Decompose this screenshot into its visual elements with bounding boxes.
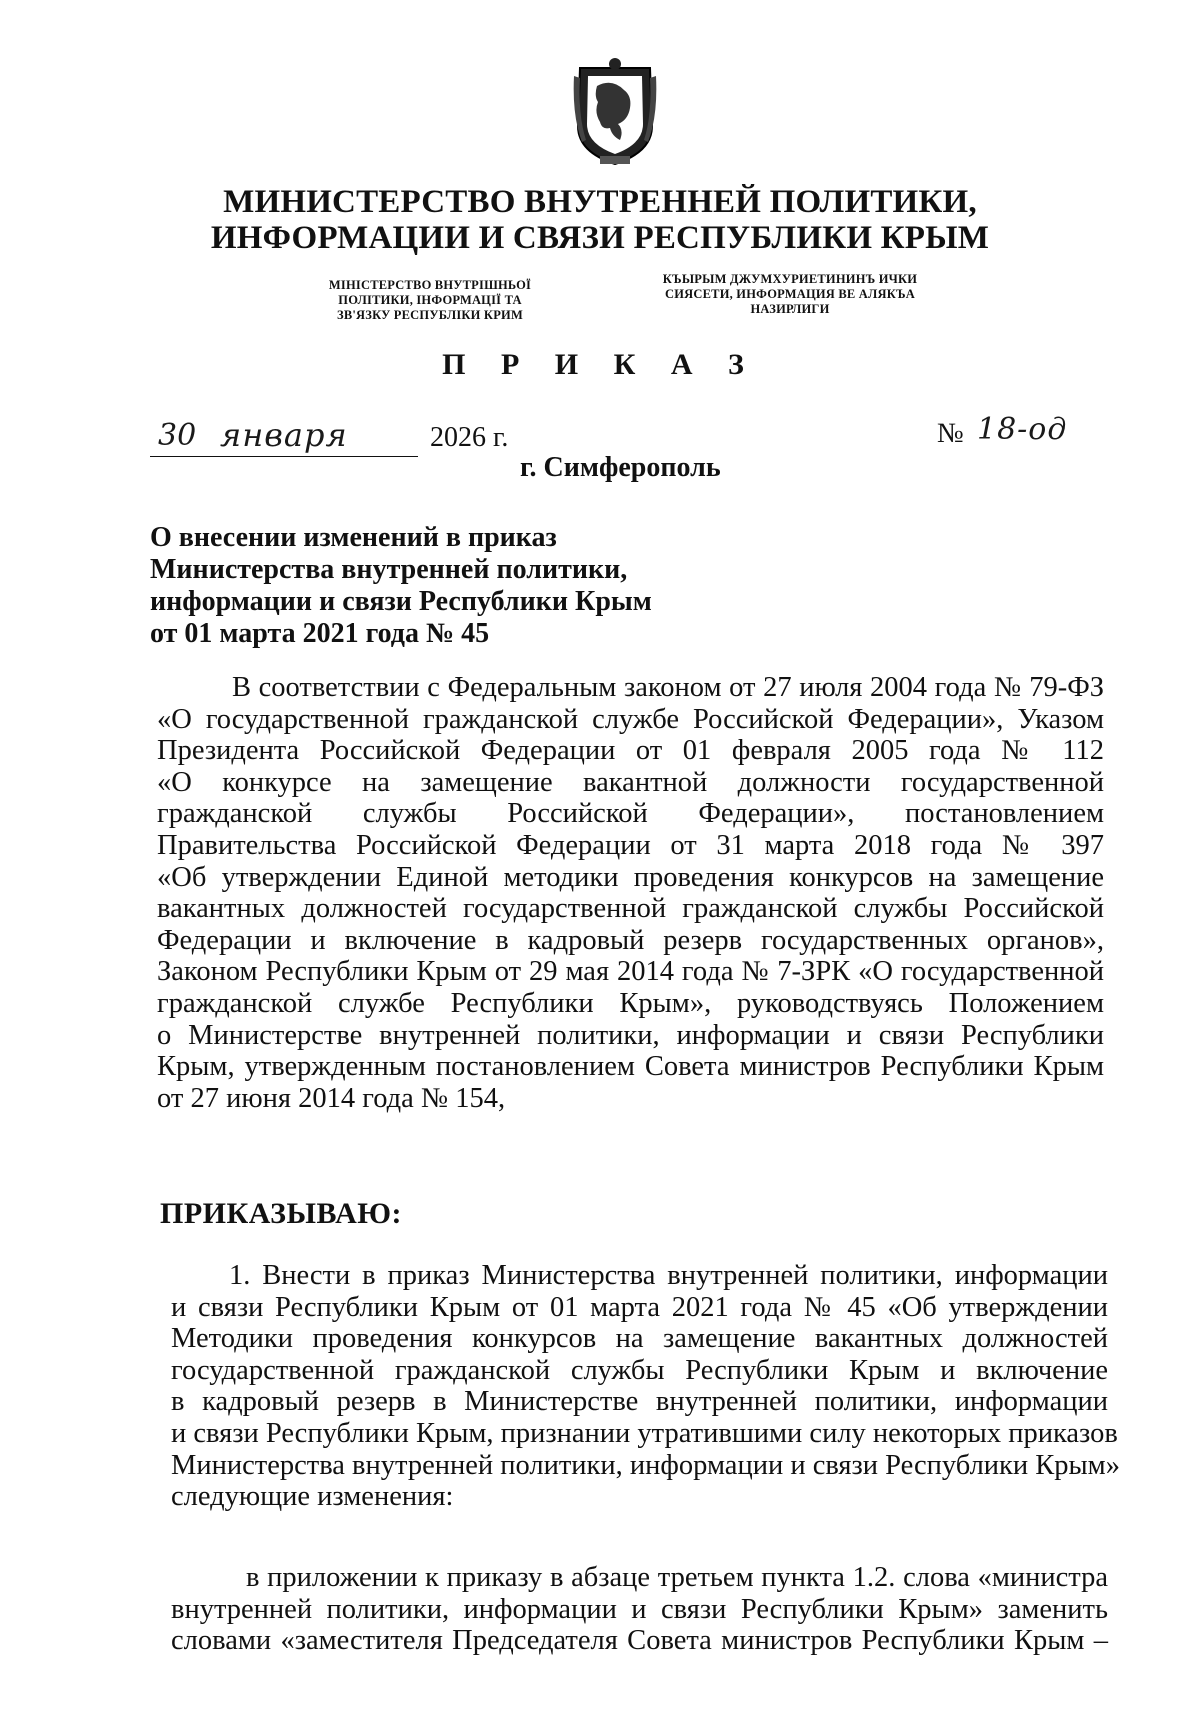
item1-line: в кадровый резерв в Министерстве внутренней политики, информации (171, 1386, 1108, 1418)
subject-line: информации и связи Республики Крым (150, 586, 652, 617)
preamble-line: «О конкурсе на замещение вакантной должности государственной (157, 766, 1104, 798)
order-subject (150, 522, 750, 650)
item1-line: Методики проведения конкурсов на замещение вакантных должностей (171, 1323, 1108, 1355)
preamble-line: «О государственной гражданской службе Российской Федерации», Указом (157, 703, 1104, 735)
item1-line: 1. Внести в приказ Министерства внутренней политики, информации (229, 1260, 1108, 1291)
date-month-handwritten: января (220, 416, 348, 454)
subject-line: от 01 марта 2021 года № 45 (150, 618, 490, 649)
preamble-line: Законом Республики Крым от 29 мая 2014 года № 7-ЗРК «О государственной (157, 956, 1104, 988)
item2-line: в приложении к приказу в абзаце третьем пункта 1.2. слова «министра (246, 1562, 1108, 1593)
crh-line: СИЯСЕТИ, ИНФОРМАЦИЯ ВЕ АЛЯКЪА (665, 287, 915, 301)
item1-line: следующие изменения: (171, 1481, 454, 1513)
crh-line: КЪЫРЫМ ДЖУМХУРИЕТИНИНЪ ИЧКИ (662, 272, 918, 286)
item1-line: государственной гражданской службы Республики Крым и включение (171, 1354, 1108, 1386)
item2-line: словами «заместителя Председателя Совета министров Республики Крым – (171, 1625, 1108, 1657)
city-name: г. Симферополь (520, 452, 721, 483)
crimea-coat-of-arms-emblem (572, 56, 658, 168)
preamble-paragraph (157, 672, 1104, 1114)
item1-line: Министерства внутренней политики, информации и связи Республики Крым» (171, 1449, 1120, 1481)
preamble-line: Президента Российской Федерации от 01 февраля 2005 года № 112 (157, 735, 1104, 767)
item1-line: и связи Республики Крым, признании утратившими силу некоторых приказов (171, 1417, 1118, 1449)
preamble-line: гражданской службы Российской Федерации», постановлением (157, 798, 1104, 830)
ministry-name-crimean-tatar (630, 272, 950, 317)
date-year: 2026 г. (430, 422, 509, 453)
preamble-line: «Об утверждении Единой методики проведения конкурсов на замещение (157, 861, 1104, 893)
document-type-heading: П Р И К А З (442, 348, 758, 381)
number-sign: № (937, 418, 964, 449)
crh-line: НАЗИРЛИГИ (750, 302, 830, 316)
preamble-line: Крым, утвержденным постановлением Совета министров Республики Крым (157, 1051, 1104, 1083)
ministry-name-ukrainian (300, 278, 560, 323)
date-underline (150, 456, 418, 457)
order-word-heading: ПРИКАЗЫВАЮ: (160, 1197, 403, 1230)
preamble-line: Правительства Российской Федерации от 31 марта 2018 года № 397 (157, 829, 1104, 861)
ukr-line: ЗВ'ЯЗКУ РЕСПУБЛІКИ КРИМ (337, 308, 523, 322)
preamble-line: вакантных должностей государственной гражданской службы Российской (157, 893, 1104, 925)
subject-line: О внесении изменений в приказ (150, 522, 557, 553)
ukr-line: МІНІСТЕРСТВО ВНУТРІШНЬОЇ (328, 278, 532, 292)
date-day-handwritten: 30 (158, 418, 197, 453)
order-item-1 (171, 1260, 1120, 1513)
document-number (937, 414, 1097, 464)
ministry-title-line-1: МИНИСТЕРСТВО ВНУТРЕННЕЙ ПОЛИТИКИ, (223, 184, 977, 220)
order-item-1-change (171, 1562, 1108, 1657)
preamble-line: В соответствии с Федеральным законом от 27 июля 2004 года № 79-ФЗ (232, 672, 1104, 703)
item1-line: и связи Республики Крым от 01 марта 2021 года № 45 «Об утверждении (171, 1291, 1108, 1323)
item2-line: внутренней политики, информации и связи Республики Крым» заменить (171, 1593, 1108, 1625)
preamble-line: о Министерстве внутренней политики, информации и связи Республики (157, 1019, 1104, 1051)
preamble-line: от 27 июня 2014 года № 154, (157, 1082, 506, 1114)
number-value-handwritten: 18-од (977, 412, 1068, 447)
ministry-title-line-2: ИНФОРМАЦИИ И СВЯЗИ РЕСПУБЛИКИ КРЫМ (210, 220, 990, 256)
ukr-line: ПОЛІТИКИ, ІНФОРМАЦІЇ ТА (338, 293, 522, 307)
subject-line: Министерства внутренней политики, (150, 554, 628, 585)
preamble-line: гражданской службе Республики Крым», руководствуясь Положением (157, 987, 1104, 1019)
preamble-line: Федерации и включение в кадровый резерв государственных органов», (157, 924, 1104, 956)
